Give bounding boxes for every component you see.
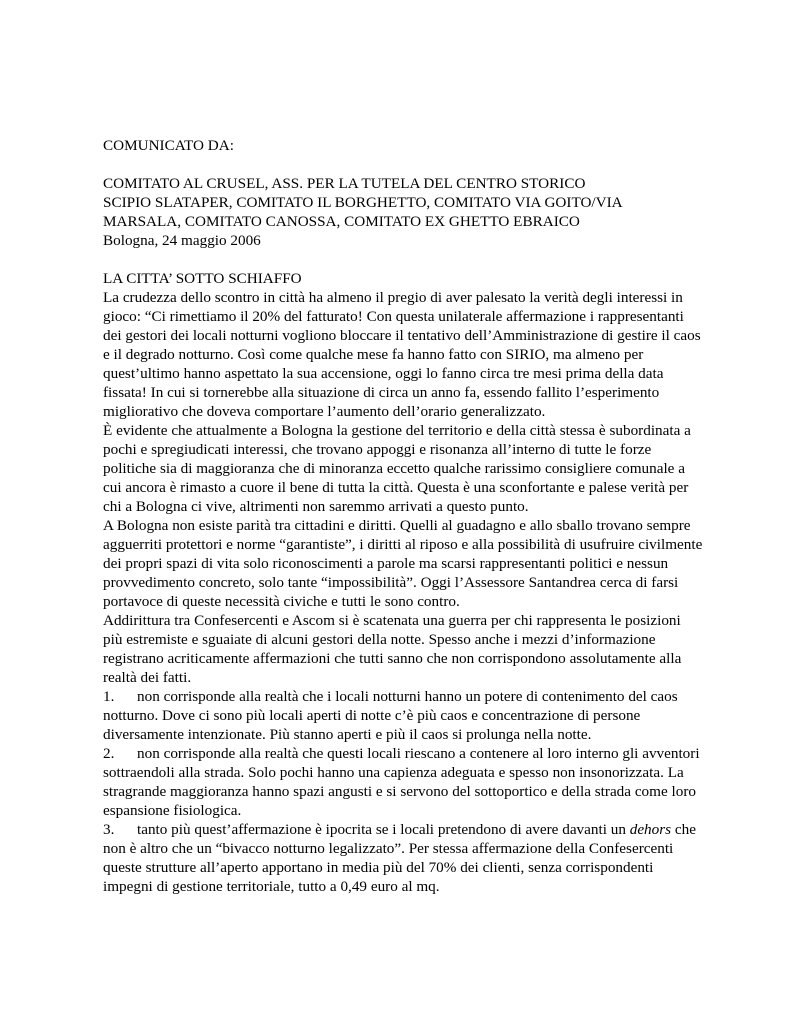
point-text: non corrisponde alla realtà che questi locali riescano a contenere al loro interno gli avventori sottraendoli alla strada. Solo pochi hanno una capienza adeguata e spesso non insonorizzata. La stragrande maggioranza hanno spazi angusti e si servono del sottoportico e della strada come loro espansione fisiologica.: [103, 745, 700, 819]
committees-line-1: COMITATO AL CRUSEL, ASS. PER LA TUTELA DEL CENTRO STORICO: [103, 175, 586, 192]
article-title: LA CITTA’ SOTTO SCHIAFFO: [103, 270, 302, 287]
spacer: [103, 155, 703, 174]
point-number: 3.: [103, 821, 115, 838]
document-page: [103, 136, 703, 896]
point-text-before: tanto più quest’affermazione è ipocrita se i locali pretendono di avere davanti un: [137, 821, 630, 838]
place-date: Bologna, 24 maggio 2006: [103, 232, 261, 249]
point-number: 1.: [103, 688, 115, 705]
article-body: [103, 269, 703, 896]
paragraph: È evidente che attualmente a Bologna la gestione del territorio e della città stessa è subordinata a pochi e spregiudicati interessi, che trovano appoggi e risonanza all’interno di tutte le forze politiche sia di maggioranza che di minoranza eccetto qualche rarissimo consigliere comunale a cui ancora è rimasto a cuore il bene di tutta la città. Questa è una sconfortante e palese verità per chi a Bologna ci vive, altrimenti non saremmo arrivati a questo punto.: [103, 422, 691, 515]
paragraph: A Bologna non esiste parità tra cittadini e diritti. Quelli al guadagno e allo sballo trovano sempre agguerriti protettori e norme “garantiste”, i diritti al riposo e alla possibilità di usufruire civilmente dei propri spazi di vita solo riconoscimenti a parole ma scarsi rappresentanti politici e nessun provvedimento concreto, solo tante “impossibilità”. Oggi l’Assessore Santandrea cerca di farsi portavoce di queste necessità civiche e tutti le sono contro.: [103, 517, 703, 610]
numbered-point: [103, 687, 703, 744]
paragraph: Addirittura tra Confesercenti e Ascom si è scatenata una guerra per chi rappresenta le posizioni più estremiste e sguaiate di alcuni gestori della notte. Spesso anche i mezzi d’informazione registrano acriticamente affermazioni che tutti sanno che non corrispondono assolutamente alla realtà dei fatti.: [103, 612, 682, 686]
communicato-heading: COMUNICATO DA:: [103, 137, 234, 154]
italic-word: dehors: [629, 821, 672, 838]
numbered-point: [103, 820, 703, 896]
committees-line-2: SCIPIO SLATAPER, COMITATO IL BORGHETTO, COMITATO VIA GOITO/VIA: [103, 194, 623, 211]
spacer: [103, 250, 703, 269]
committees-line-3: MARSALA, COMITATO CANOSSA, COMITATO EX GHETTO EBRAICO: [103, 213, 580, 230]
point-number: 2.: [103, 745, 115, 762]
document-header: [103, 136, 703, 269]
point-text-after: che non è altro che un “bivacco notturno legalizzato”. Per stessa affermazione della Confesercenti queste strutture all’aperto apportano in media più del 70% dei clienti, senza corrispondenti impegni di gestione territoriale, tutto a 0,49 euro al mq.: [103, 821, 696, 895]
paragraph: La crudezza dello scontro in città ha almeno il pregio di aver palesato la verità degli interessi in gioco: “Ci rimettiamo il 20% del fatturato! Con questa unilaterale affermazione i rappresentanti dei gestori dei locali notturni vogliono bloccare il tentativo dell’Amministrazione di gestire il caos e il degrado notturno. Così come qualche mese fa hanno fatto con SIRIO, ma almeno per quest’ultimo hanno aspettato la sua accensione, oggi lo fanno circa tre mesi prima della data fissata! In cui si tornerebbe alla situazione di circa un anno fa, essendo fallito l’esperimento migliorativo che doveva comportare l’aumento dell’orario generalizzato.: [103, 289, 701, 420]
numbered-point: [103, 744, 703, 820]
point-text: non corrisponde alla realtà che i locali notturni hanno un potere di contenimento del caos notturno. Dove ci sono più locali aperti di notte c’è più caos e concentrazione di persone diversamente intenzionate. Più stanno aperti e più il caos si prolunga nella notte.: [103, 688, 678, 743]
